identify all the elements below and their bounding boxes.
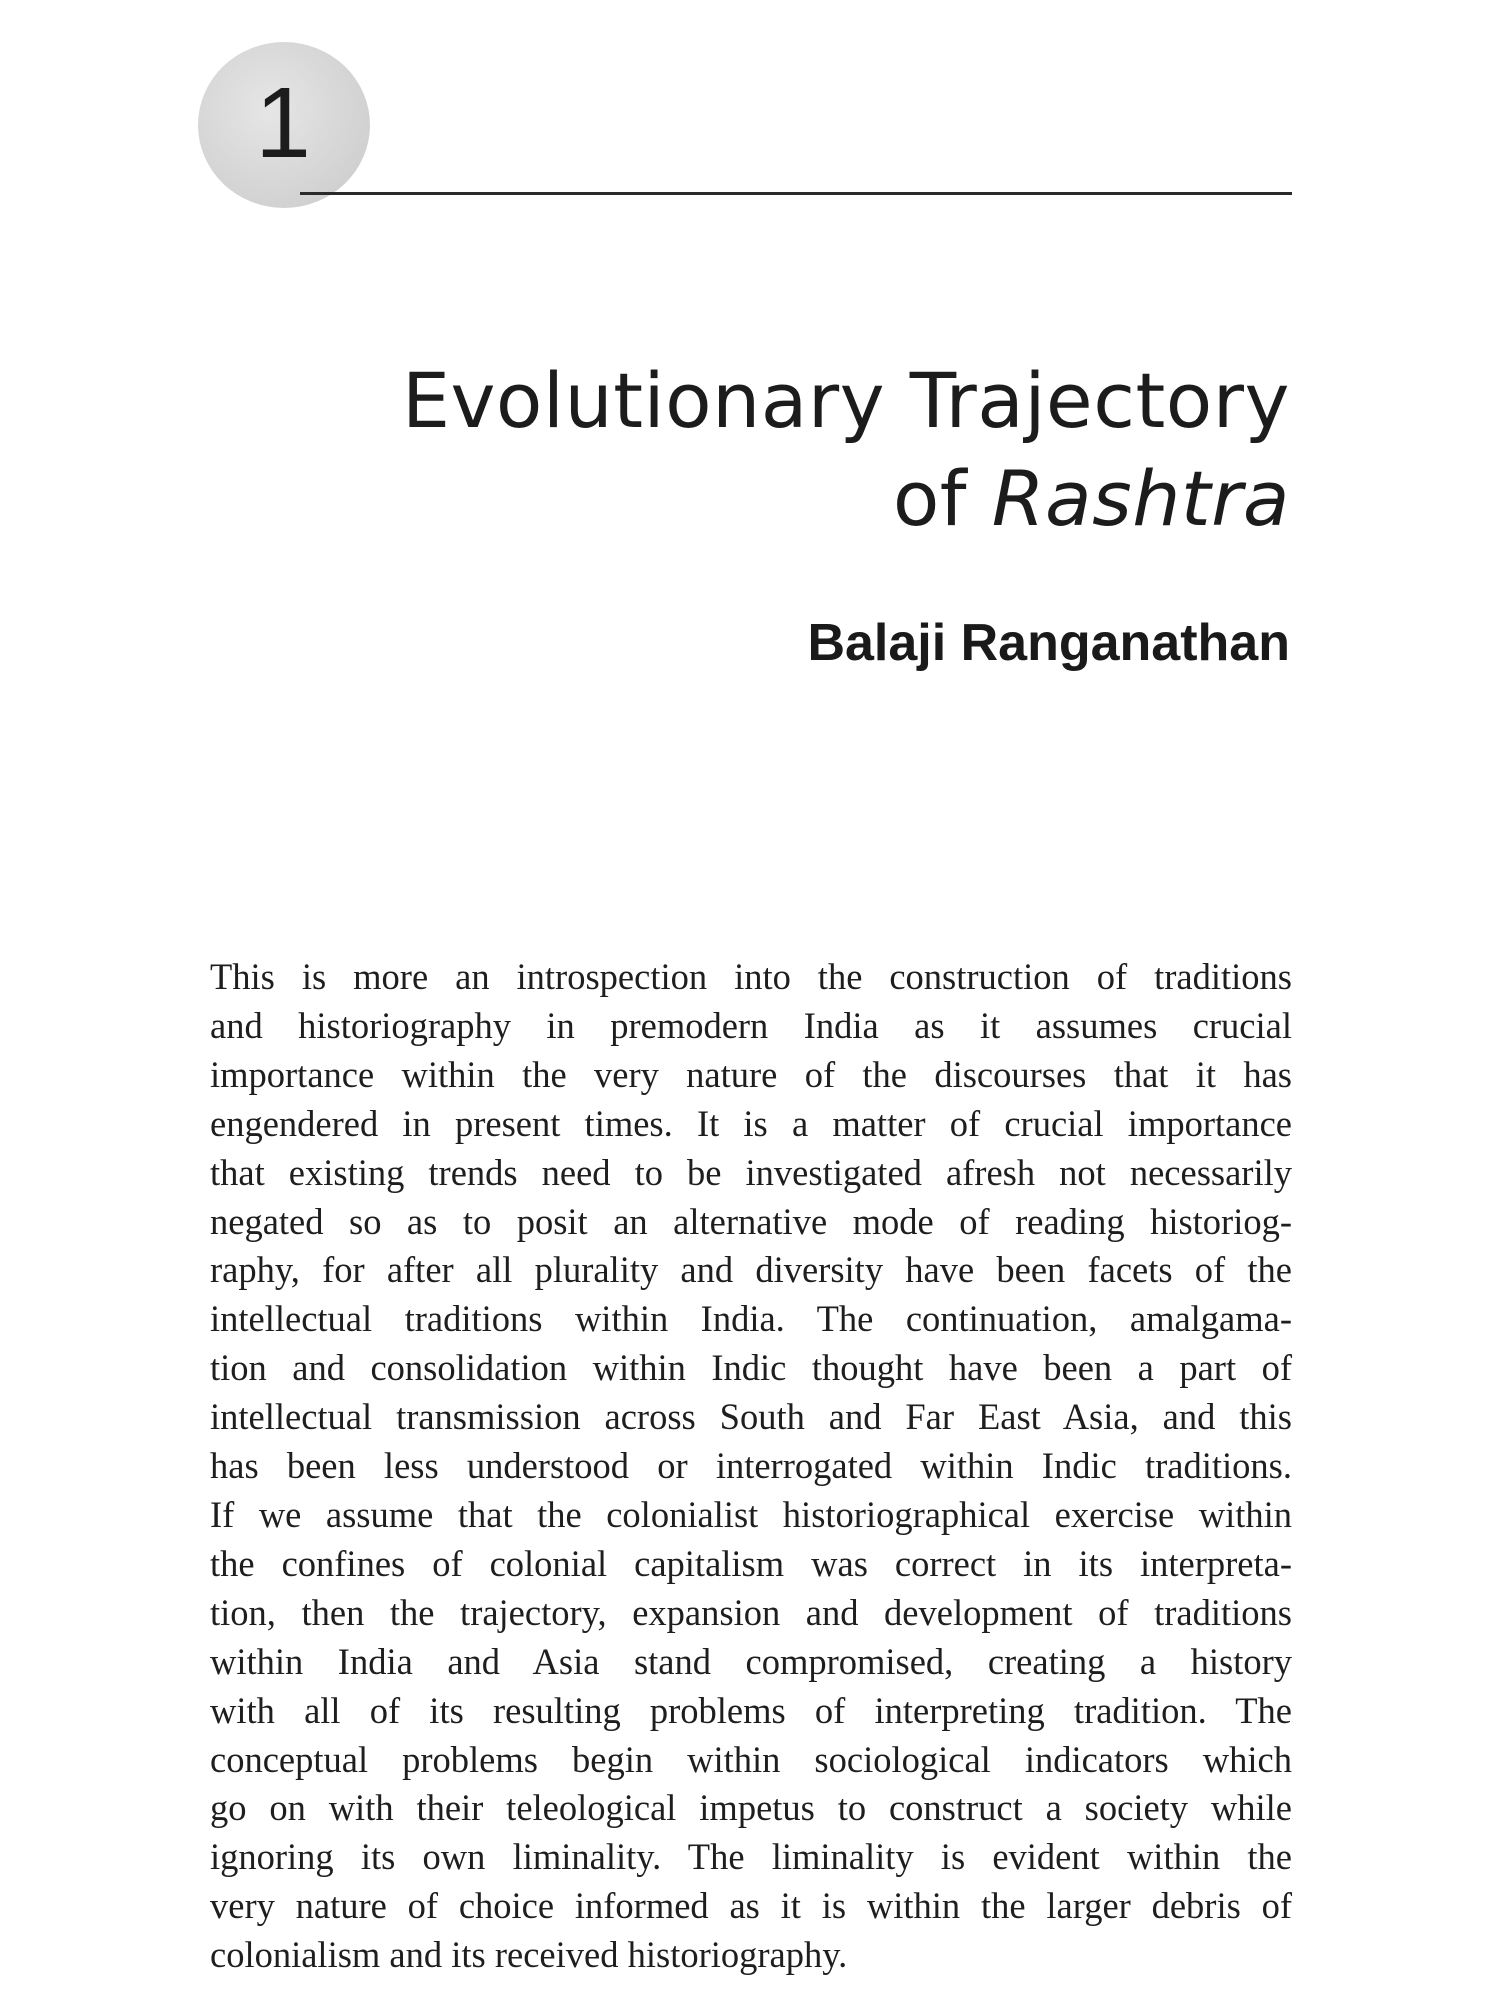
body-line: conceptual problems begin within sociological indicators which	[210, 1738, 1292, 1780]
chapter-title-prefix: of	[892, 454, 992, 543]
body-line: If we assume that the colonialist historiographical exercise within	[210, 1493, 1292, 1535]
body-line: the confines of colonial capitalism was correct in its interpreta-	[210, 1542, 1292, 1584]
chapter-title-line-2	[190, 450, 1290, 548]
body-line: go on with their teleological impetus to construct a society while	[210, 1787, 1292, 1829]
body-line: intellectual traditions within India. The continuation, amalgama-	[210, 1298, 1292, 1340]
body-line: very nature of choice informed as it is within the larger debris of	[210, 1885, 1292, 1927]
body-line: that existing trends need to be investigated afresh not necessarily	[210, 1151, 1292, 1193]
body-line: engendered in present times. It is a matter of crucial importance	[210, 1102, 1292, 1144]
body-paragraph	[210, 953, 1292, 1980]
body-line: and historiography in premodern India as it assumes crucial	[210, 1004, 1292, 1046]
body-line: raphy, for after all plurality and diversity have been facets of the	[210, 1249, 1292, 1291]
body-line: This is more an introspection into the construction of traditions	[210, 956, 1292, 997]
body-line: has been less understood or interrogated within Indic traditions.	[210, 1445, 1292, 1487]
body-line: importance within the very nature of the discourses that it has	[210, 1053, 1292, 1095]
body-line: ignoring its own liminality. The liminality is evident within the	[210, 1836, 1292, 1878]
chapter-title-italic-word: Rashtra	[991, 454, 1290, 543]
body-line: negated so as to posit an alternative mode of reading historiog-	[210, 1200, 1292, 1242]
body-line: intellectual transmission across South and Far East Asia, and this	[210, 1396, 1292, 1438]
body-line: tion and consolidation within Indic thought have been a part of	[210, 1347, 1292, 1389]
chapter-number: 1	[255, 67, 311, 179]
chapter-header-rule	[300, 192, 1292, 195]
chapter-title	[190, 352, 1290, 548]
chapter-title-line-1: Evolutionary Trajectory	[401, 356, 1290, 445]
body-line: with all of its resulting problems of interpreting tradition. The	[210, 1689, 1292, 1731]
body-line: within India and Asia stand compromised, creating a history	[210, 1640, 1292, 1682]
body-line: tion, then the trajectory, expansion and development of traditions	[210, 1591, 1292, 1633]
body-line: colonialism and its received historiography.	[210, 1934, 848, 1976]
author-name: Balaji Ranganathan	[807, 614, 1290, 672]
